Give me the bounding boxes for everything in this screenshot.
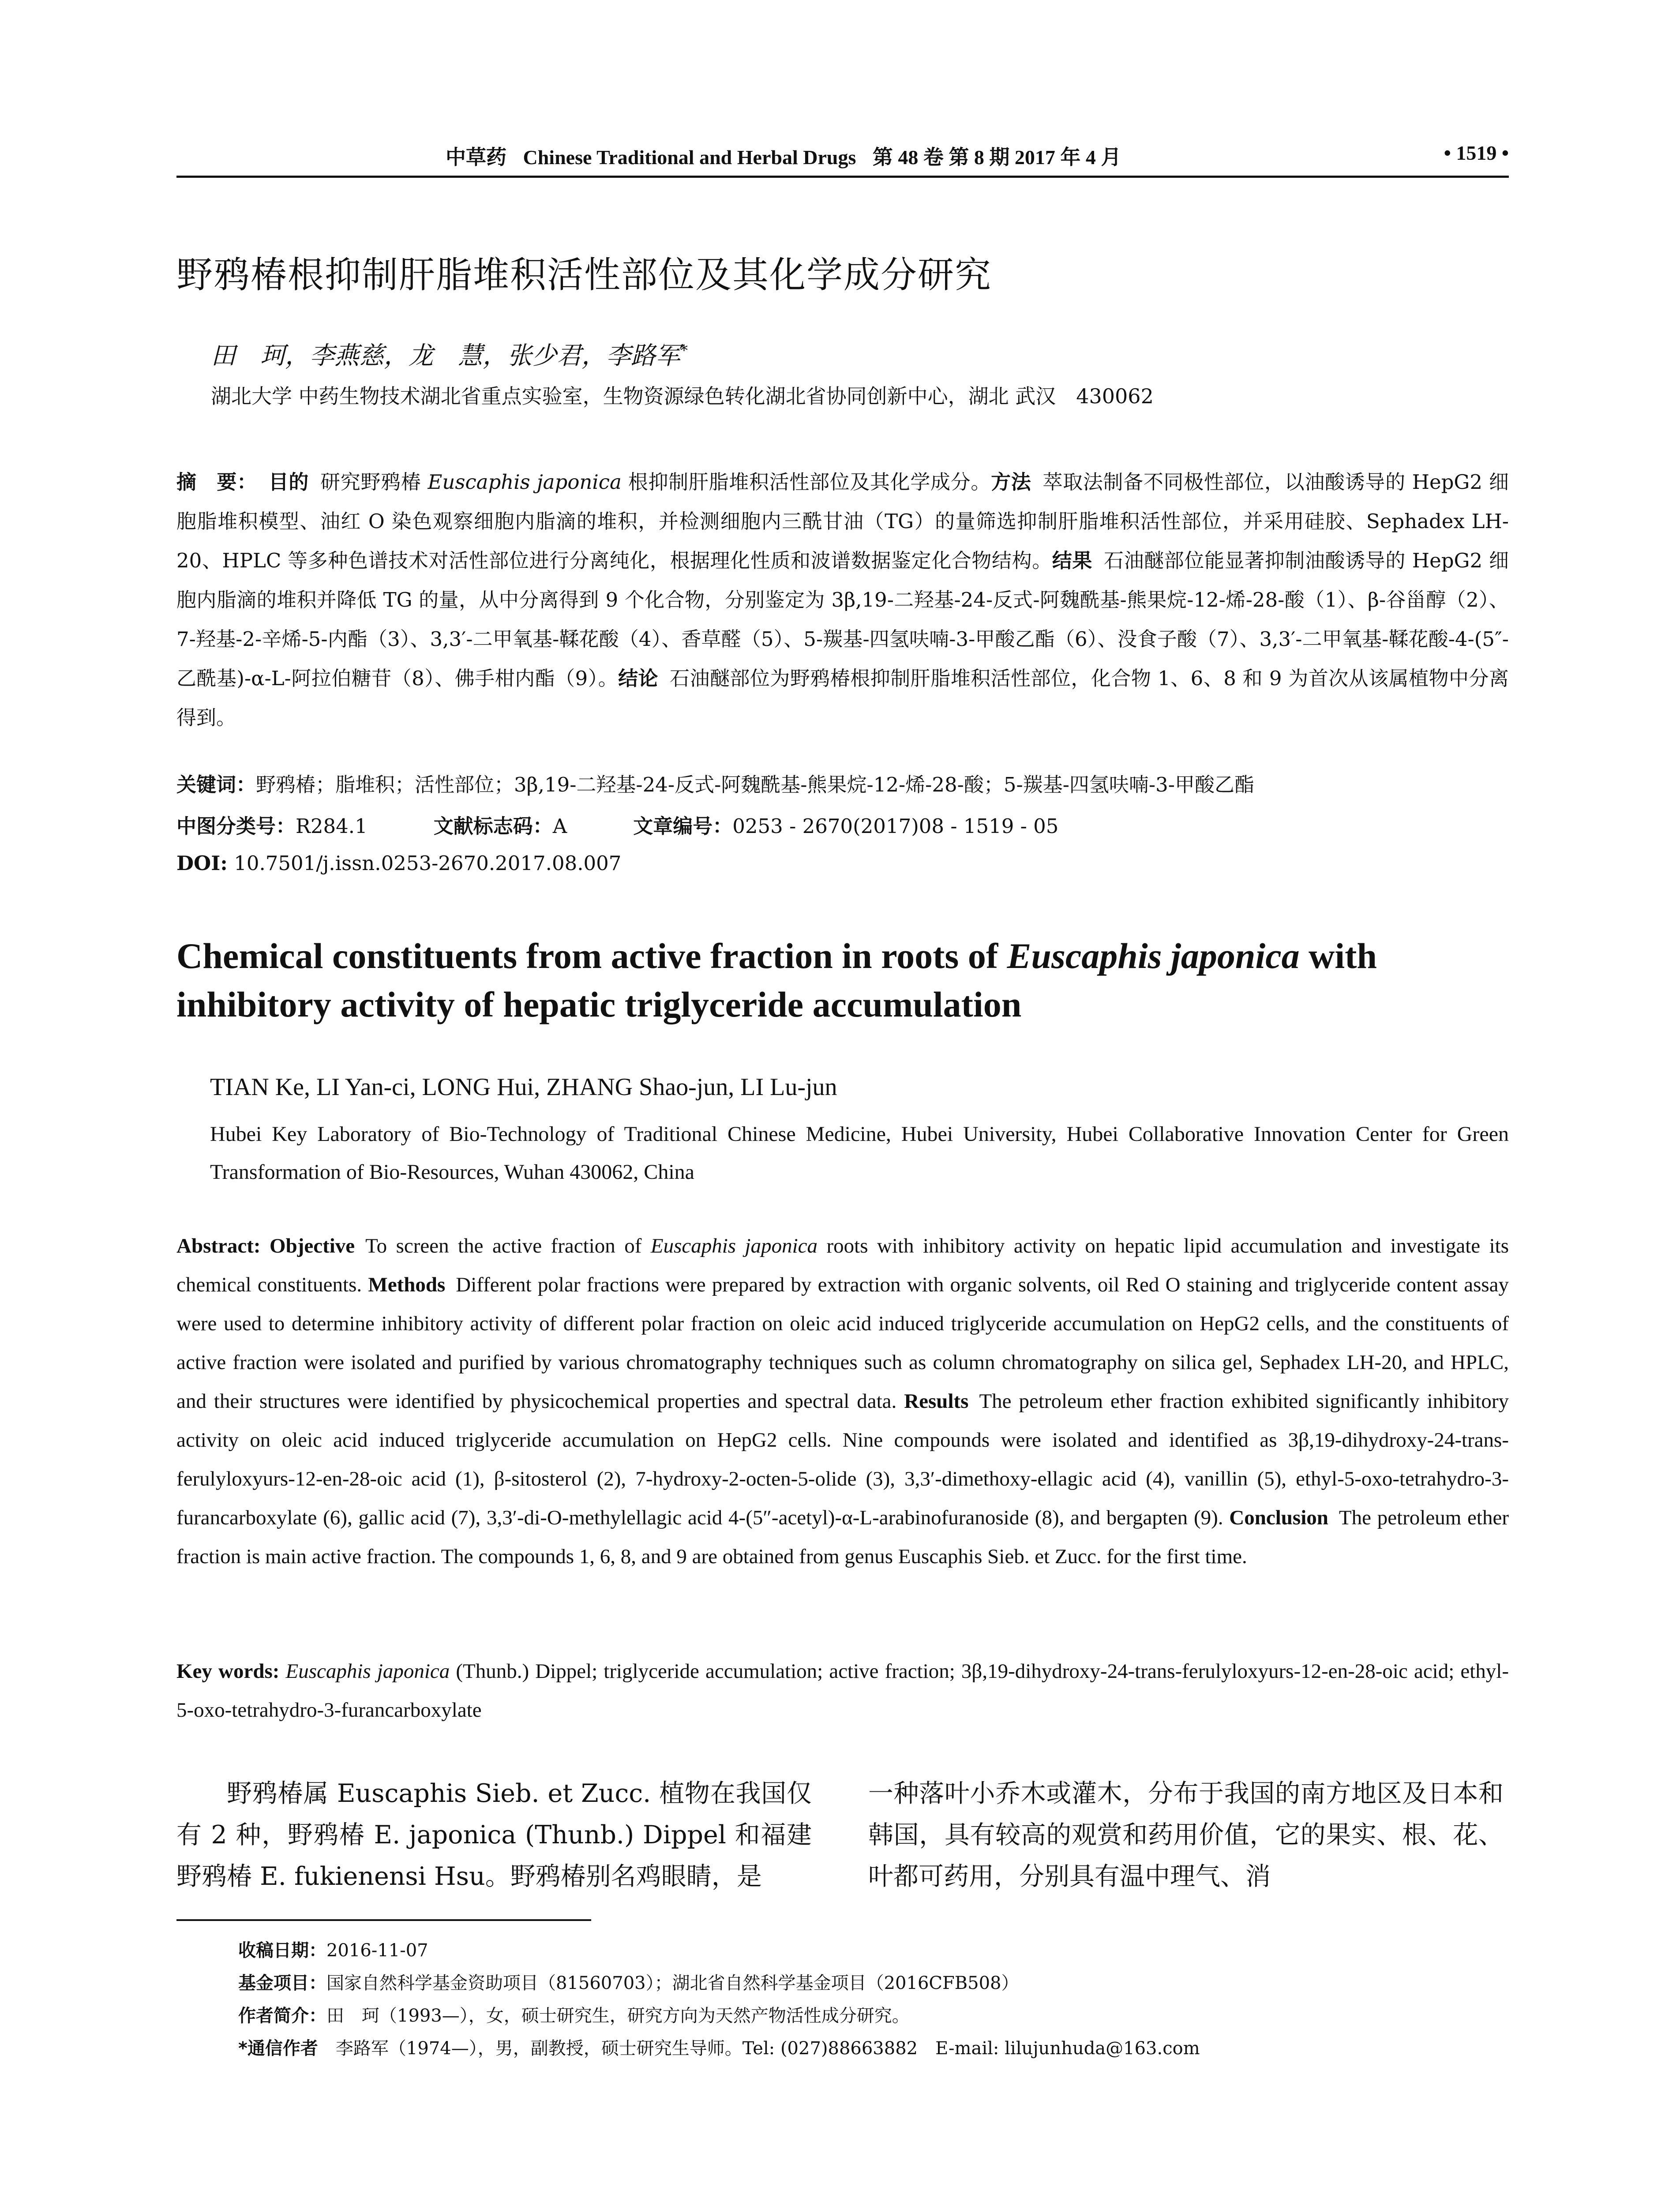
received-label: 收稿日期：: [238, 1940, 326, 1961]
species-name: Euscaphis japonica: [428, 470, 622, 494]
keywords-chinese: [176, 769, 1254, 797]
title-english: [176, 932, 1526, 1029]
clc-label: 中图分类号：: [176, 814, 296, 838]
footnote-author: [238, 2000, 1509, 2032]
corresponding-text: 李路军（1974—），男，副教授，硕士研究生导师。Tel: (027)88663882 E-mail: lilujunhuda@163.com: [335, 2038, 1200, 2059]
article-no-label: 文章编号：: [633, 814, 733, 838]
abstract-objective-label: Abstract: Objective: [176, 1234, 355, 1257]
results-label-en: Results: [904, 1390, 969, 1413]
title-chinese: 野鸦椿根抑制肝脂堆积活性部位及其化学成分研究: [176, 254, 992, 296]
issue-info: 第 48 卷 第 8 期 2017 年 4 月: [872, 146, 1121, 169]
keywords-text-en: (Thunb.) Dippel; triglyceride accumulation; active fraction; 3β,19-dihydroxy-24-trans-ferulyloxyurs-12-en-28-oic acid; ethyl-5-oxo-tetrahydro-3-furancarboxylate: [176, 1660, 1509, 1722]
authors-chinese-names: 田 珂，李燕慈，龙 慧，张少君，李路军: [211, 341, 680, 370]
doi-value: 10.7501/j.issn.0253-2670.2017.08.007: [234, 852, 622, 875]
header-rule: [176, 176, 1509, 178]
results-text-en: The petroleum ether fraction exhibited significantly inhibitory activity on oleic acid induced triglyceride accumulation on HepG2 cells. Nine compounds were isolated and identified as 3β,19-dihydroxy-24-trans-ferulyloxyurs-12-en-28-oic acid (1), β-sitosterol (2), 7-hydroxy-2-octen-5-olide (3), 3,3′-dimethoxy-ellagic acid (4), vanillin (5), ethyl-5-oxo-tetrahydro-3-furancarboxylate (6), gallic acid (7), 3,3′-di-O-methylellagic acid 4-(5″-acetyl)-α-L-arabinofuranoside (8), and bergapten (9).: [176, 1390, 1509, 1529]
keywords-label: 关键词：: [176, 773, 256, 796]
doi-label: DOI:: [176, 852, 228, 875]
abstract-label: 摘 要：: [176, 470, 257, 494]
fund-text: 国家自然科学基金资助项目（81560703）；湖北省自然科学基金项目（2016CFB508）: [326, 1973, 1019, 1993]
abstract-english: [176, 1227, 1509, 1576]
title-english-b: with inhibitory activity of hepatic triglyceride accumulation: [176, 936, 1377, 1024]
received-date: 2016-11-07: [326, 1940, 428, 1961]
footnote-fund: [238, 1967, 1509, 2000]
article-no-value: 0253 - 2670(2017)08 - 1519 - 05: [732, 814, 1059, 838]
objective-text-en-end: roots with inhibitory activity on hepatic lipid accumulation and investigate its chemical constituents.: [176, 1234, 1509, 1296]
footnotes: [238, 1934, 1509, 2065]
doc-code-label: 文献标志码：: [433, 814, 553, 838]
authors-english: TIAN Ke, LI Yan-ci, LONG Hui, ZHANG Shao-jun, LI Lu-jun: [210, 1073, 837, 1101]
results-text: 石油醚部位能显著抑制油酸诱导的 HepG2 细胞内脂滴的堆积并降低 TG 的量，从中分离得到 9 个化合物，分别鉴定为 3β,19-二羟基-24-反式-阿魏酰基-熊果烷-12-烯-28-酸（1）、β-谷甾醇（2）、7-羟基-2-辛烯-5-内酯（3）、3,3′-二甲氧基-鞣花酸（4）、香草醛（5）、5-羰基-四氢呋喃-3-甲酸乙酯（6）、没食子酸（7）、3,3′-二甲氧基-鞣花酸-4-(5″-乙酰基)-α-L-阿拉伯糖苷（8）、佛手柑内酯（9）。: [176, 549, 1509, 690]
author-bio-label: 作者简介：: [238, 2006, 326, 2026]
footnote-received: [238, 1934, 1509, 1967]
title-english-species: Euscaphis japonica: [1007, 936, 1300, 976]
affiliation-chinese: 湖北大学 中药生物技术湖北省重点实验室，生物资源绿色转化湖北省协同创新中心，湖北 武汉 430062: [211, 384, 1154, 408]
journal-name-cn: 中草药: [446, 146, 506, 169]
species-name-en: Euscaphis japonica: [650, 1234, 818, 1257]
page-number: • 1519 •: [1444, 142, 1509, 164]
title-english-a: Chemical constituents from active fraction in roots of: [176, 936, 1007, 976]
body-column-right: 一种落叶小乔木或灌木，分布于我国的南方地区及日本和韩国，具有较高的观赏和药用价值，它的果实、根、花、叶都可药用，分别具有温中理气、消: [868, 1779, 1504, 1891]
objective-text-end: 根抑制肝脂堆积活性部位及其化学成分。: [621, 470, 991, 494]
body-column-left: 野鸦椿属 Euscaphis Sieb. et Zucc. 植物在我国仅有 2 种，野鸦椿 E. japonica (Thunb.) Dippel 和福建野鸦椿 E. fukienensi Hsu。野鸦椿别名鸡眼睛，是: [176, 1779, 812, 1891]
running-header: [176, 141, 1509, 173]
doc-code-value: A: [552, 814, 567, 838]
footnote-rule: [176, 1919, 591, 1921]
abstract-chinese: [176, 462, 1509, 737]
author-bio-text: 田 珂（1993—），女，硕士研究生，研究方向为天然产物活性成分研究。: [326, 2006, 910, 2026]
journal-name-en: Chinese Traditional and Herbal Drugs: [523, 146, 856, 169]
corresponding-label: *通信作者: [238, 2038, 318, 2059]
conclusion-text: 石油醚部位为野鸦椿根抑制肝脂堆积活性部位，化合物 1、6、8 和 9 为首次从该属植物中分离得到。: [176, 667, 1509, 729]
keywords-label-en: Key words:: [176, 1660, 280, 1683]
affiliation-english: Hubei Key Laboratory of Bio-Technology of Traditional Chinese Medicine, Hubei University, Hubei Collaborative Innovation Center for Green Transformation of Bio-Resources, Wuhan 430062, China: [210, 1122, 1509, 1184]
footnote-corresponding: [238, 2032, 1509, 2065]
conclusion-label: 结论: [618, 667, 659, 690]
fund-label: 基金项目：: [238, 1973, 326, 1993]
results-label: 结果: [1052, 549, 1093, 572]
corresponding-mark: *: [680, 341, 688, 360]
methods-text: 萃取法制备不同极性部位，以油酸诱导的 HepG2 细胞脂堆积模型、油红 O 染色观察细胞内脂滴的堆积，并检测细胞内三酰甘油（TG）的量筛选抑制肝脂堆积活性部位，并采用硅胶、Sephadex LH-20、HPLC 等多种色谱技术对活性部位进行分离纯化，根据理化性质和波谱数据鉴定化合物结构。: [176, 470, 1509, 572]
methods-text-en: Different polar fractions were prepared by extraction with organic solvents, oil Red O staining and triglyceride content assay were used to determine inhibitory activity of different polar fraction on oleic acid induced triglyceride accumulation on HepG2 cells, and the constituents of active fraction were isolated and purified by various chromatography techniques such as column chromatography on silica gel, Sephadex LH-20, and HPLC, and their structures were identified by physicochemical properties and spectral data.: [176, 1273, 1509, 1413]
journal-info: [446, 141, 1132, 170]
classification-line: [176, 810, 1058, 839]
keywords-english: [176, 1652, 1509, 1730]
keywords-text: 野鸦椿；脂堆积；活性部位；3β,19-二羟基-24-反式-阿魏酰基-熊果烷-12-烯-28-酸；5-羰基-四氢呋喃-3-甲酸乙酯: [256, 773, 1254, 796]
doi-line: [176, 852, 621, 875]
methods-label: 方法: [991, 470, 1031, 494]
keywords-species-en: Euscaphis japonica: [285, 1660, 450, 1683]
authors-chinese: [211, 336, 688, 371]
clc-value: R284.1: [296, 814, 368, 838]
objective-label: 目的: [268, 470, 309, 494]
objective-text-en: To screen the active fraction of: [365, 1234, 651, 1257]
conclusion-text-en: The petroleum ether fraction is main active fraction. The compounds 1, 6, 8, and 9 are obtained from genus Euscaphis Sieb. et Zucc. for the first time.: [176, 1506, 1509, 1568]
objective-text: 研究野鸦椿: [320, 470, 428, 494]
conclusion-label-en: Conclusion: [1229, 1506, 1328, 1529]
methods-label-en: Methods: [368, 1273, 446, 1296]
